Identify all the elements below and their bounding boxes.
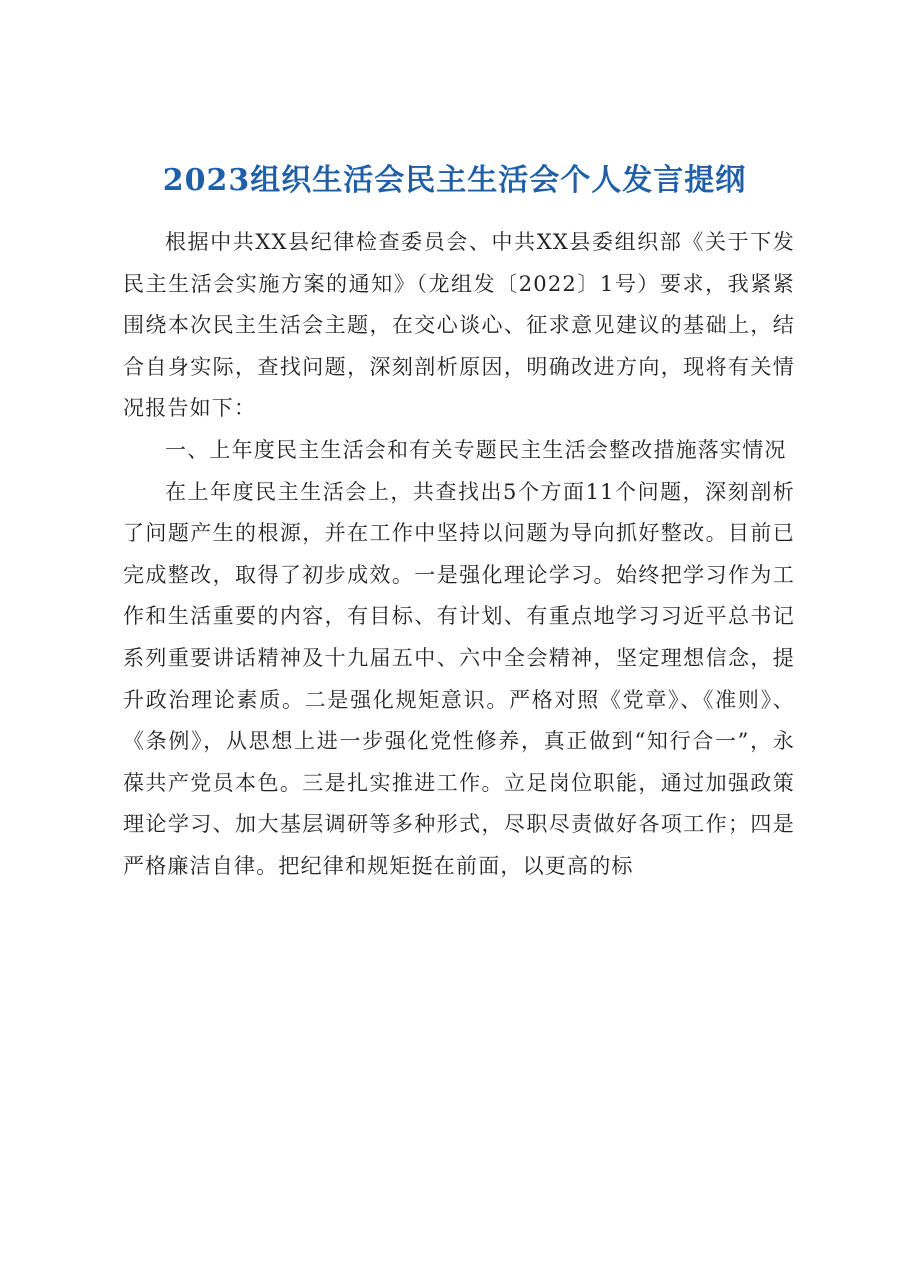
document-title: 2023组织生活会民主生活会个人发言提纲 xyxy=(162,163,747,198)
section-heading-1: 一、上年度民主生活会和有关专题民主生活会整改措施落实情况 xyxy=(165,437,787,462)
document-body xyxy=(123,222,795,888)
paragraph-intro: 根据中共XX县纪律检查委员会、中共XX县委组织部《关于下发民主生活会实施方案的通知》（龙组发〔2022〕1号）要求，我紧紧围绕本次民主生活会主题，在交心谈心、征求意见建议的基础上，结合自身实际，查找问题，深刻剖析原因，明确改进方向，现将有关情况报告如下： xyxy=(123,230,795,421)
paragraph-rectification: 在上年度民主生活会上，共查找出5个方面11个问题，深刻剖析了问题产生的根源，并在工作中坚持以问题为导向抓好整改。目前已完成整改，取得了初步成效。一是强化理论学习。始终把学习作为工作和生活重要的内容，有目标、有计划、有重点地学习习近平总书记系列重要讲话精神及十九届五中、六中全会精神，坚定理想信念，提升政治理论素质。二是强化规矩意识。严格对照《党章》、《准则》、《条例》，从思想上进一步强化党性修养，真正做到“知行合一”，永葆共产党员本色。三是扎实推进工作。立足岗位职能，通过加强政策理论学习、加大基层调研等多种形式，尽职尽责做好各项工作；四是严格廉洁自律。把纪律和规矩挺在前面，以更高的标 xyxy=(123,479,795,878)
